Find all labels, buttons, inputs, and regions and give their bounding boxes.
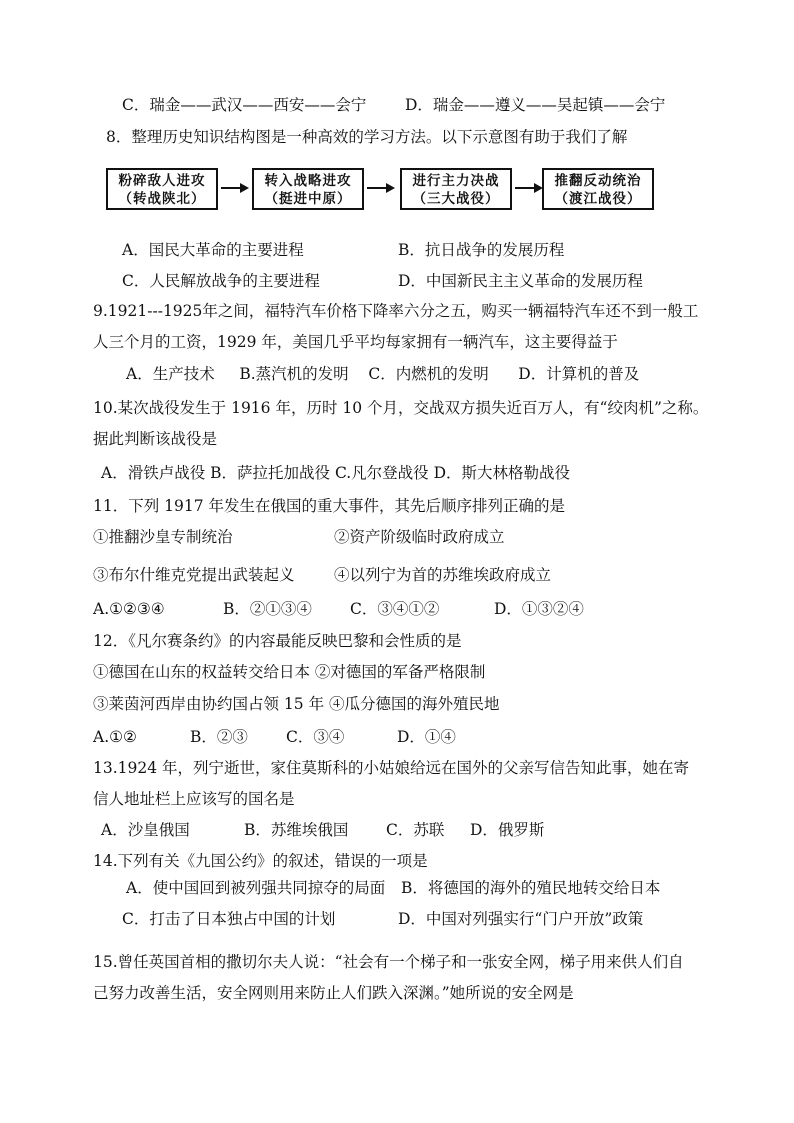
q12-option-a: A.①② (93, 728, 137, 746)
q13-stem-line1: 13.1924 年，列宁逝世，家住莫斯科的小姑娘给远在国外的父亲写信告知此事，她在寄 (93, 759, 690, 777)
q11-option-b: B．②①③④ (223, 600, 312, 618)
flow-arrow-3-icon (514, 180, 544, 196)
q9-options: A．生产技术 B.蒸汽机的发明 C．内燃机的发明 D．计算机的普及 (126, 365, 640, 383)
q14-option-a: A．使中国回到被列强共同掠夺的局面 (126, 879, 386, 897)
q13-option-a: A．沙皇俄国 (101, 821, 190, 839)
q15-stem-line1: 15.曾任英国首相的撒切尔夫人说：“社会有一个梯子和一张安全网，梯子用来供人们自 (93, 953, 684, 971)
q11-item-2: ②资产阶级临时政府成立 (334, 528, 505, 546)
flow-box-2 (252, 168, 364, 210)
flow-arrow-1-icon (220, 180, 250, 196)
flow-arrow-2-icon (366, 180, 396, 196)
q7-option-c: C．瑞金——武汉——西安——会宁 (122, 96, 367, 114)
q11-item-3: ③布尔什维克党提出武装起义 (93, 566, 295, 584)
flow-box-3-line2: （三大战役） (412, 191, 500, 207)
q15-stem-line2: 己努力改善生活，安全网则用来防止人们跌入深渊。”她所说的安全网是 (93, 984, 574, 1002)
q14-option-c: C．打击了日本独占中国的计划 (122, 910, 336, 928)
q12-items-row1: ①德国在山东的权益转交给日本 ②对德国的军备严格限制 (93, 663, 486, 681)
q9-stem-line1: 9.1921---1925年之间，福特汽车价格下降率六分之五，购买一辆福特汽车还不到一般工 (93, 302, 699, 320)
q8-option-a: A．国民大革命的主要进程 (122, 241, 304, 259)
flow-box-3 (400, 168, 512, 210)
q8-option-d: D．中国新民主主义革命的发展历程 (398, 272, 643, 290)
q12-option-c: C．③④ (286, 728, 345, 746)
q12-option-d: D．①④ (397, 728, 456, 746)
q11-item-1: ①推翻沙皇专制统治 (93, 528, 233, 546)
flow-box-1 (106, 168, 218, 210)
q11-option-c: C．③④①② (350, 600, 440, 618)
flow-box-4-line1: 推翻反动统治 (554, 173, 642, 189)
q8-option-c: C．人民解放战争的主要进程 (122, 272, 320, 290)
q11-stem: 11．下列 1917 年发生在俄国的重大事件，其先后顺序排列正确的是 (93, 497, 566, 515)
flow-box-4-line2: （渡江战役） (554, 191, 642, 207)
q11-option-d: D．①③②④ (494, 600, 584, 618)
flow-box-1-line1: 粉碎敌人进攻 (118, 173, 206, 189)
q12-stem: 12．《凡尔赛条约》的内容最能反映巴黎和会性质的是 (93, 632, 462, 650)
q8-option-b: B．抗日战争的发展历程 (398, 241, 565, 259)
q9-stem-line2: 人三个月的工资，1929 年，美国几乎平均每家拥有一辆汽车，这主要得益于 (93, 333, 618, 351)
q13-option-d: D．俄罗斯 (470, 821, 545, 839)
q11-option-a: A.①②③④ (93, 600, 165, 618)
q10-stem-line1: 10.某次战役发生于 1916 年，历时 10 个月，交战双方损失近百万人，有“绞肉机”之称。 (93, 399, 709, 417)
q12-items-row2: ③莱茵河西岸由协约国占领 15 年 ④瓜分德国的海外殖民地 (93, 695, 500, 713)
q7-option-d: D．瑞金——遵义——吴起镇——会宁 (405, 96, 666, 114)
q13-option-c: C．苏联 (386, 821, 445, 839)
q13-option-b: B．苏维埃俄国 (244, 821, 349, 839)
q14-option-d: D．中国对列强实行“门户开放”政策 (398, 910, 644, 928)
flow-box-3-line1: 进行主力决战 (412, 173, 500, 189)
q12-option-b: B．②③ (190, 728, 248, 746)
q14-stem: 14.下列有关《九国公约》的叙述，错误的一项是 (93, 852, 428, 870)
flow-box-2-line2: （挺进中原） (264, 191, 352, 207)
flow-box-2-line1: 转入战略进攻 (264, 173, 352, 189)
q14-option-b: B．将德国的海外的殖民地转交给日本 (401, 879, 661, 897)
flow-box-4 (542, 168, 654, 210)
q8-stem: 8．整理历史知识结构图是一种高效的学习方法。以下示意图有助于我们了解 (106, 128, 628, 146)
q10-stem-line2: 据此判断该战役是 (93, 430, 218, 448)
q10-options: A．滑铁卢战役 B．萨拉托加战役 C.凡尔登战役 D．斯大林格勒战役 (101, 464, 571, 482)
flow-box-1-line2: （转战陕北） (118, 191, 206, 207)
q13-stem-line2: 信人地址栏上应该写的国名是 (93, 790, 295, 808)
q8-flowchart (106, 168, 654, 216)
q11-item-4: ④以列宁为首的苏维埃政府成立 (334, 566, 552, 584)
